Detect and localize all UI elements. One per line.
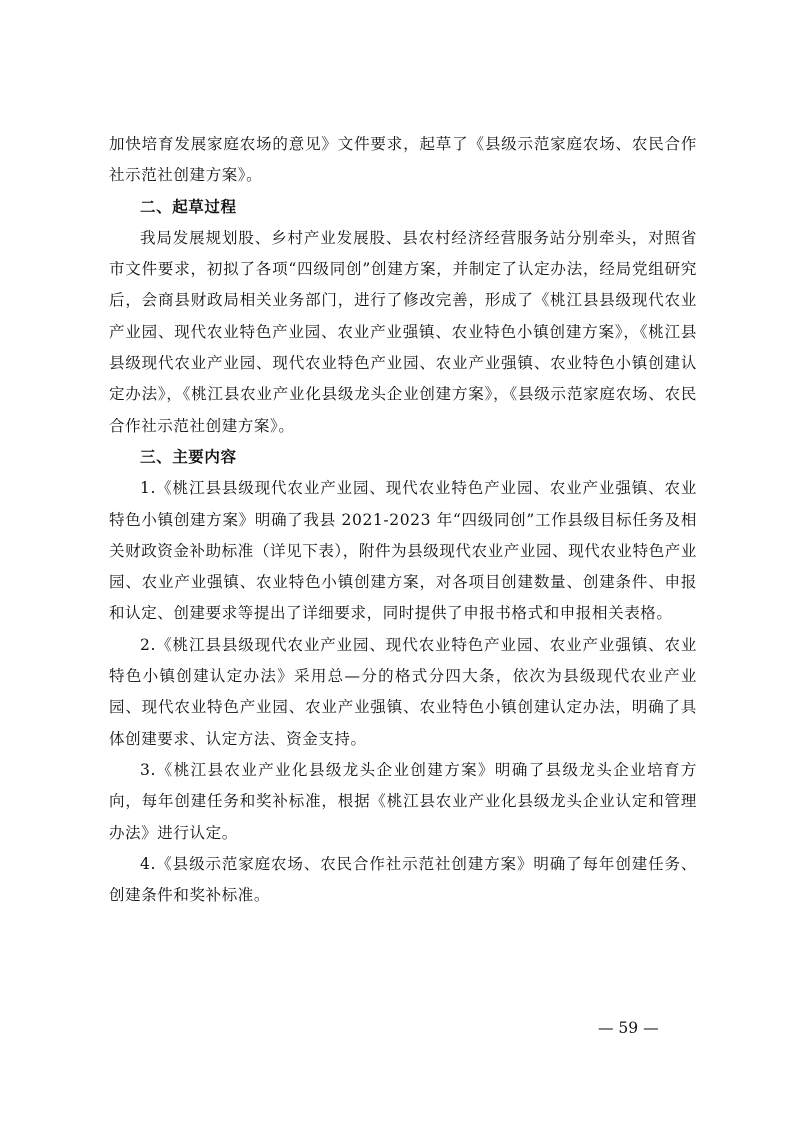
section-heading-main-content: 三、主要内容	[140, 447, 237, 466]
main-content-item-1: 1.《桃江县县级现代农业产业园、现代农业特色产业园、农业产业强镇、农业特色小镇创建方案》明确了我县 2021-2023 年“四级同创”工作县级目标任务及相关财政资金补助标准（详见下表），附件为县级现代农业产业园、现代农业特色产业园、农业产业强镇、农业特色小镇创建方案，对各项目创建数量、创建条件、申报和认定、创建要求等提出了详细要求，同时提供了申报书格式和申报相关表格。	[109, 479, 697, 623]
section-heading-drafting-process: 二、起草过程	[140, 197, 237, 216]
main-content-item-4: 4.《县级示范家庭农场、农民合作社示范社创建方案》明确了每年创建任务、创建条件和奖补标准。	[109, 854, 697, 905]
drafting-process-paragraph: 我局发展规划股、乡村产业发展股、县农村经济经营服务站分别牵头，对照省市文件要求，初拟了各项“四级同创”创建方案，并制定了认定办法，经局党组研究后，会商县财政局相关业务部门，进行了修改完善，形成了《桃江县县级现代农业产业园、现代农业特色产业园、农业产业强镇、农业特色小镇创建方案》，《桃江县县级现代农业产业园、现代农业特色产业园、农业产业强镇、农业特色小镇创建认定办法》，《桃江县农业产业化县级龙头企业创建方案》，《县级示范家庭农场、农民合作社示范社创建方案》。	[109, 228, 697, 435]
main-content-item-2: 2.《桃江县县级现代农业产业园、现代农业特色产业园、农业产业强镇、农业特色小镇创建认定办法》采用总—分的格式分四大条，依次为县级现代农业产业园、现代农业特色产业园、农业产业强镇、农业特色小镇创建认定办法，明确了具体创建要求、认定方法、资金支持。	[109, 635, 697, 748]
page-number: — 59 —	[598, 1019, 659, 1037]
main-content-item-3: 3.《桃江县农业产业化县级龙头企业创建方案》明确了县级龙头企业培育方向，每年创建任务和奖补标准，根据《桃江县农业产业化县级龙头企业认定和管理办法》进行认定。	[109, 760, 697, 842]
intro-paragraph: 加快培育发展家庭农场的意见》文件要求，起草了《县级示范家庭农场、农民合作社示范社创建方案》。	[109, 135, 697, 185]
document-body	[109, 129, 697, 911]
